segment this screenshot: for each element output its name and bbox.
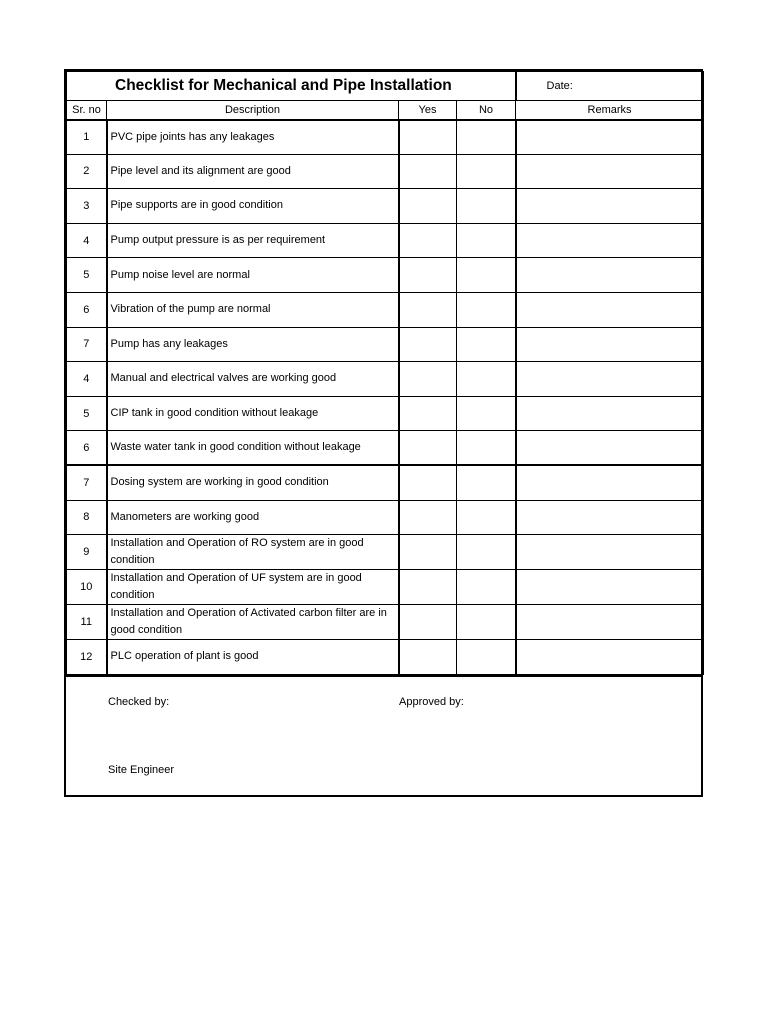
- checklist-row: [67, 640, 704, 675]
- page-title: Checklist for Mechanical and Pipe Installation: [67, 72, 516, 101]
- row-sr-no: 11: [67, 605, 107, 640]
- row-no-cell[interactable]: [457, 465, 516, 500]
- row-sr-no: 6: [67, 431, 107, 466]
- row-no-cell[interactable]: [457, 605, 516, 640]
- row-remarks-cell[interactable]: [516, 500, 704, 535]
- checklist-row: [67, 535, 704, 570]
- checklist-row: [67, 258, 704, 293]
- row-yes-cell[interactable]: [399, 223, 457, 258]
- column-header-no: No: [457, 101, 516, 120]
- row-remarks-cell[interactable]: [516, 223, 704, 258]
- row-no-cell[interactable]: [457, 223, 516, 258]
- checklist-row: [67, 500, 704, 535]
- row-yes-cell[interactable]: [399, 292, 457, 327]
- row-description: Installation and Operation of UF system are in good condition: [107, 570, 399, 605]
- row-yes-cell[interactable]: [399, 396, 457, 431]
- checklist-sheet: [64, 69, 703, 797]
- row-sr-no: 4: [67, 223, 107, 258]
- checklist-table: [66, 71, 704, 675]
- row-remarks-cell[interactable]: [516, 605, 704, 640]
- row-description: PVC pipe joints has any leakages: [107, 120, 399, 155]
- checklist-row: [67, 120, 704, 155]
- checklist-row: [67, 362, 704, 397]
- row-description: Vibration of the pump are normal: [107, 292, 399, 327]
- column-header-yes: Yes: [399, 101, 457, 120]
- row-description: CIP tank in good condition without leakage: [107, 396, 399, 431]
- row-no-cell[interactable]: [457, 640, 516, 675]
- row-sr-no: 7: [67, 465, 107, 500]
- checklist-row: [67, 396, 704, 431]
- row-description: Pump has any leakages: [107, 327, 399, 362]
- row-description: Pump output pressure is as per requirement: [107, 223, 399, 258]
- row-remarks-cell[interactable]: [516, 154, 704, 189]
- row-no-cell[interactable]: [457, 189, 516, 224]
- row-remarks-cell[interactable]: [516, 362, 704, 397]
- row-no-cell[interactable]: [457, 431, 516, 466]
- column-header-description: Description: [107, 101, 399, 120]
- row-remarks-cell[interactable]: [516, 258, 704, 293]
- column-header-sr-no: Sr. no: [67, 101, 107, 120]
- checked-by-label: Checked by:: [108, 695, 170, 708]
- row-sr-no: 10: [67, 570, 107, 605]
- row-remarks-cell[interactable]: [516, 640, 704, 675]
- row-remarks-cell[interactable]: [516, 570, 704, 605]
- row-description: Pipe supports are in good condition: [107, 189, 399, 224]
- row-sr-no: 7: [67, 327, 107, 362]
- row-remarks-cell[interactable]: [516, 120, 704, 155]
- row-yes-cell[interactable]: [399, 327, 457, 362]
- row-remarks-cell[interactable]: [516, 396, 704, 431]
- checklist-row: [67, 570, 704, 605]
- approved-by-label: Approved by:: [399, 695, 464, 708]
- row-sr-no: 8: [67, 500, 107, 535]
- row-sr-no: 5: [67, 396, 107, 431]
- checklist-row: [67, 327, 704, 362]
- checklist-row: [67, 154, 704, 189]
- column-header-remarks: Remarks: [516, 101, 704, 120]
- date-field[interactable]: Date:: [516, 72, 704, 101]
- row-no-cell[interactable]: [457, 535, 516, 570]
- row-yes-cell[interactable]: [399, 535, 457, 570]
- row-description: Installation and Operation of Activated carbon filter are in good condition: [107, 605, 399, 640]
- row-no-cell[interactable]: [457, 120, 516, 155]
- row-remarks-cell[interactable]: [516, 431, 704, 466]
- row-remarks-cell[interactable]: [516, 292, 704, 327]
- checklist-row: [67, 223, 704, 258]
- row-no-cell[interactable]: [457, 154, 516, 189]
- row-no-cell[interactable]: [457, 362, 516, 397]
- row-sr-no: 5: [67, 258, 107, 293]
- row-sr-no: 3: [67, 189, 107, 224]
- header-row: [67, 101, 704, 120]
- row-sr-no: 9: [67, 535, 107, 570]
- checklist-row: [67, 189, 704, 224]
- row-remarks-cell[interactable]: [516, 189, 704, 224]
- row-no-cell[interactable]: [457, 258, 516, 293]
- row-description: Pump noise level are normal: [107, 258, 399, 293]
- checklist-row: [67, 465, 704, 500]
- row-no-cell[interactable]: [457, 500, 516, 535]
- row-remarks-cell[interactable]: [516, 327, 704, 362]
- row-yes-cell[interactable]: [399, 465, 457, 500]
- checklist-row: [67, 292, 704, 327]
- row-yes-cell[interactable]: [399, 431, 457, 466]
- checklist-row: [67, 431, 704, 466]
- row-yes-cell[interactable]: [399, 605, 457, 640]
- row-yes-cell[interactable]: [399, 640, 457, 675]
- row-no-cell[interactable]: [457, 396, 516, 431]
- signature-footer: [66, 675, 701, 795]
- row-sr-no: 2: [67, 154, 107, 189]
- row-yes-cell[interactable]: [399, 500, 457, 535]
- row-yes-cell[interactable]: [399, 120, 457, 155]
- row-sr-no: 4: [67, 362, 107, 397]
- row-sr-no: 12: [67, 640, 107, 675]
- row-description: Manual and electrical valves are working good: [107, 362, 399, 397]
- row-yes-cell[interactable]: [399, 362, 457, 397]
- row-sr-no: 1: [67, 120, 107, 155]
- row-yes-cell[interactable]: [399, 570, 457, 605]
- row-yes-cell[interactable]: [399, 189, 457, 224]
- row-description: Waste water tank in good condition without leakage: [107, 431, 399, 466]
- row-remarks-cell[interactable]: [516, 465, 704, 500]
- row-yes-cell[interactable]: [399, 154, 457, 189]
- row-no-cell[interactable]: [457, 292, 516, 327]
- title-row: [67, 72, 704, 101]
- row-description: Dosing system are working in good condition: [107, 465, 399, 500]
- row-description: Installation and Operation of RO system are in good condition: [107, 535, 399, 570]
- row-sr-no: 6: [67, 292, 107, 327]
- row-remarks-cell[interactable]: [516, 535, 704, 570]
- row-description: PLC operation of plant is good: [107, 640, 399, 675]
- checklist-row: [67, 605, 704, 640]
- row-description: Pipe level and its alignment are good: [107, 154, 399, 189]
- row-no-cell[interactable]: [457, 327, 516, 362]
- row-no-cell[interactable]: [457, 570, 516, 605]
- site-engineer-label: Site Engineer: [108, 763, 175, 776]
- row-description: Manometers are working good: [107, 500, 399, 535]
- row-yes-cell[interactable]: [399, 258, 457, 293]
